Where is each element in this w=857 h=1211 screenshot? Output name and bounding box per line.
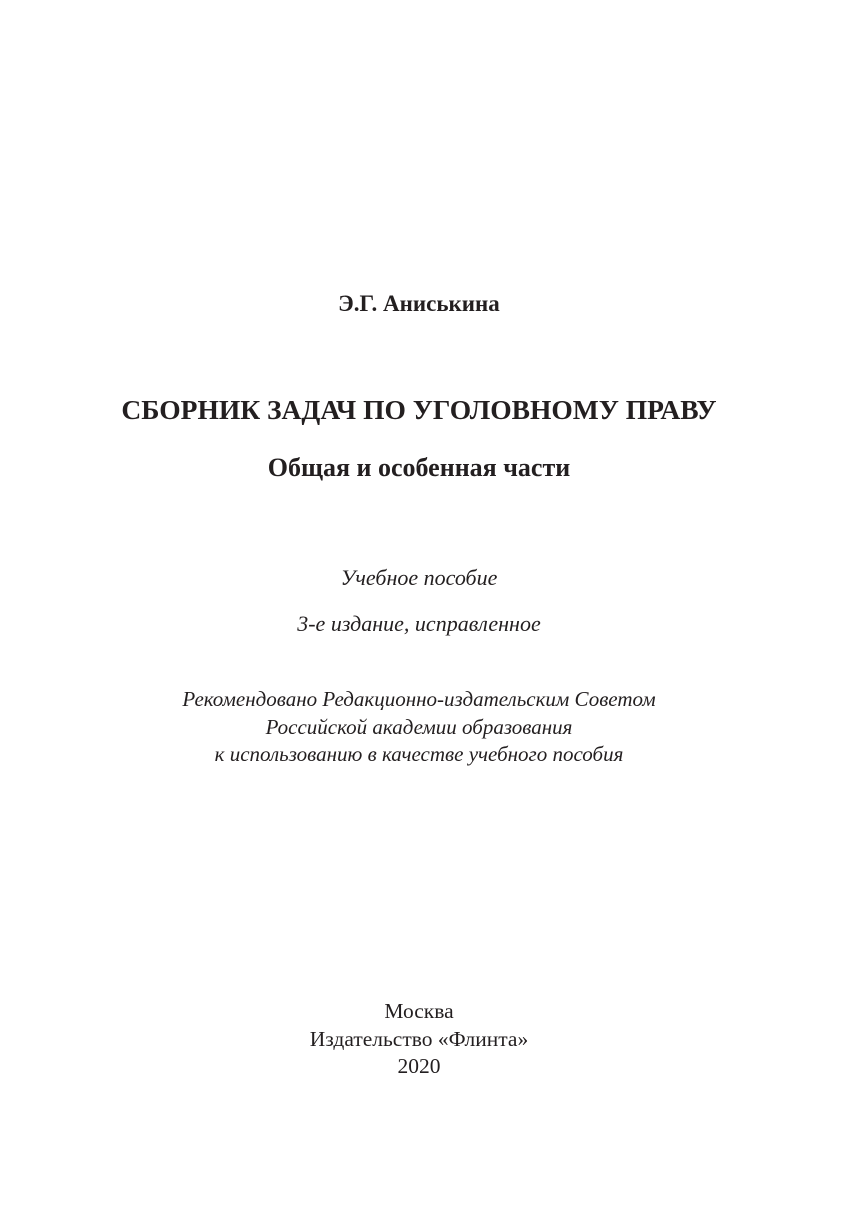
recommendation-line: Рекомендовано Редакционно-издательским Советом [182,687,656,711]
edition-note: 3-е издание, исправленное [297,611,541,636]
imprint-year: 2020 [397,1054,441,1078]
author-name: Э.Г. Аниськина [338,291,500,316]
recommendation-line: Российской академии образования [265,714,573,739]
recommendation-block [0,686,838,769]
book-title: СБОРНИК ЗАДАЧ ПО УГОЛОВНОМУ ПРАВУ [121,394,717,425]
recommendation-line: к использованию в качестве учебного пособия [214,742,624,766]
imprint-city: Москва [384,999,454,1023]
imprint-block [0,998,838,1081]
imprint-publisher: Издательство «Флинта» [309,1026,529,1051]
book-subtitle: Общая и особенная части [267,453,571,482]
publication-type: Учебное пособие [340,565,498,590]
